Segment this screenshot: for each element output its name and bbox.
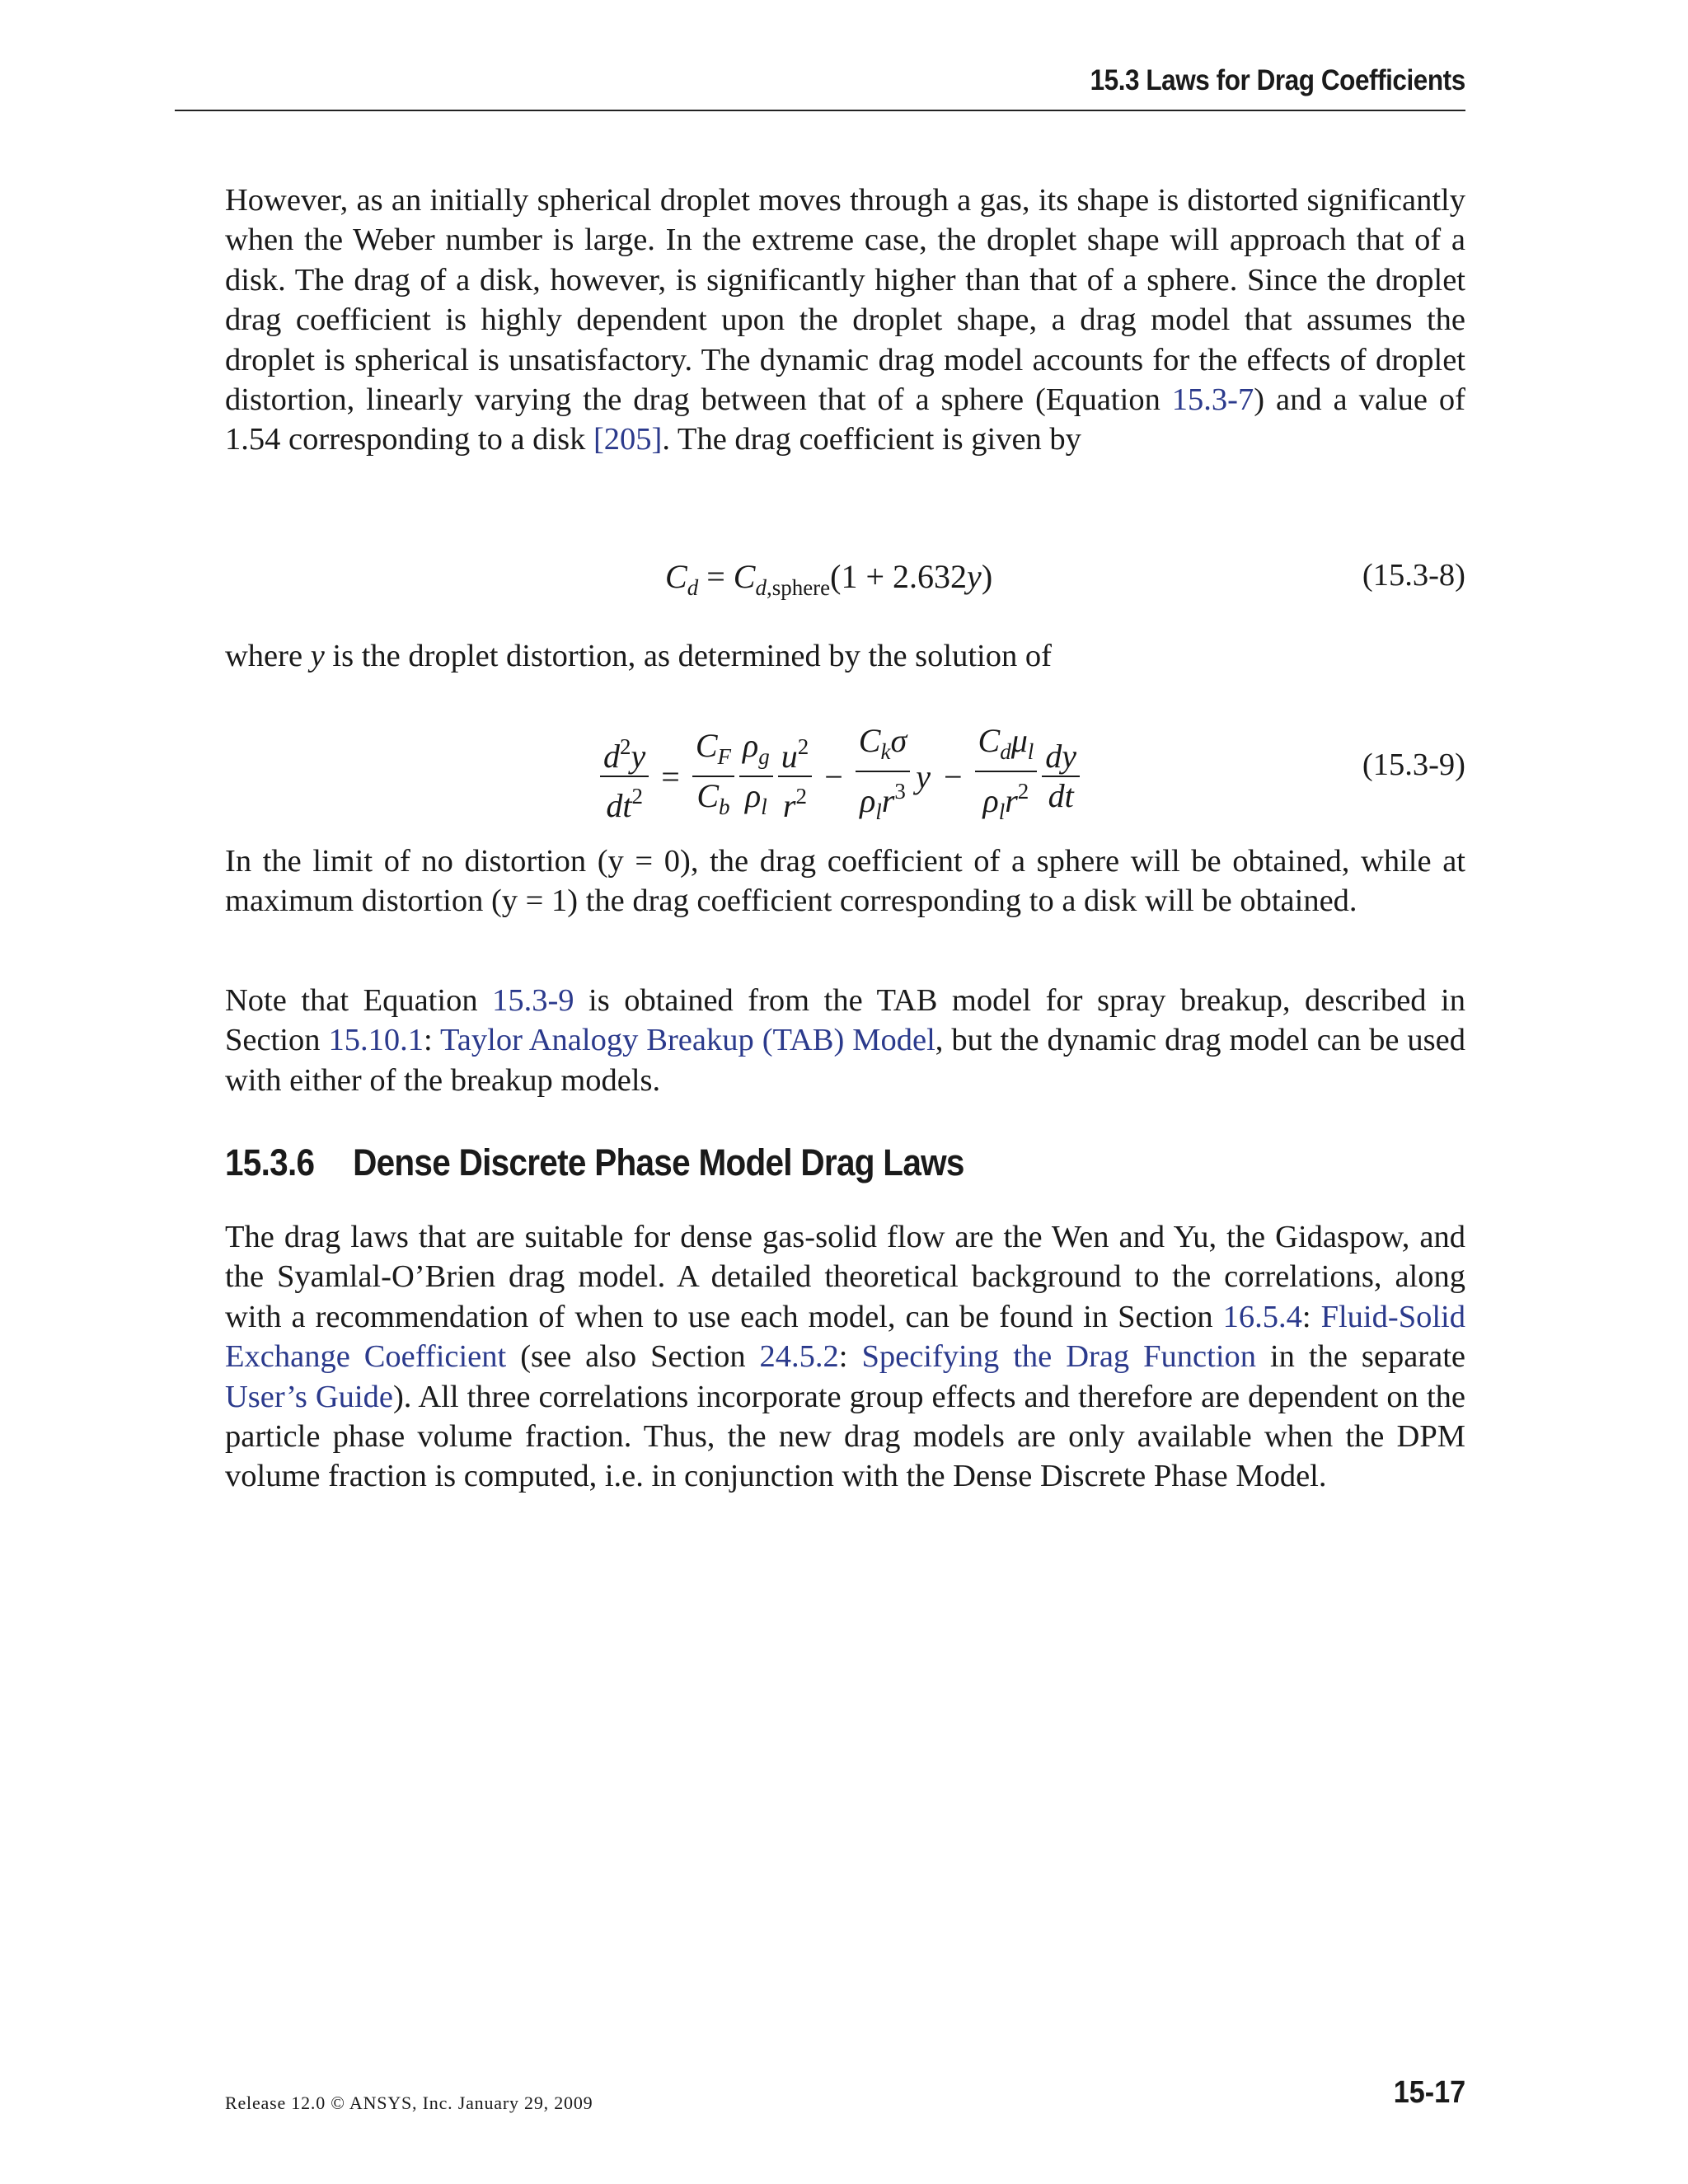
variable-y: y	[310, 639, 325, 673]
link-section-24-5-2[interactable]: 24.5.2	[759, 1339, 839, 1375]
link-section-15-10-1[interactable]: 15.10.1	[328, 1023, 424, 1058]
page-number: 15-17	[1393, 2075, 1465, 2110]
link-fluid-solid-exchange[interactable]: Fluid-Solid Exchange Coefficient	[225, 1299, 1465, 1375]
paragraph-text: :	[838, 1339, 862, 1375]
equation-15-3-8	[175, 557, 1465, 598]
running-header: 15.3 Laws for Drag Coefficients	[1090, 64, 1465, 96]
paragraph-text: where	[225, 639, 311, 673]
paragraph-tab-note	[225, 981, 1465, 1100]
paragraph-text: is obtained from the TAB model for spray breakup, described in Section	[225, 983, 1465, 1058]
header-rule	[175, 110, 1465, 111]
paragraph-distortion-definition	[225, 636, 1465, 676]
equation-drag-coefficient: $C_d = C_{d,sphere}(1 + 2.632y)$	[665, 558, 993, 600]
paragraph-text: :	[423, 1023, 440, 1058]
link-reference-205[interactable]: [205]	[593, 422, 663, 457]
paragraph-text: However, as an initially spherical droplet moves through a gas, its shape is distorted significantly when the Weber number is large. In the extreme case, the droplet shape will approach that of a disk. The drag of a disk, however, is significantly higher than that of a sphere. Since the droplet drag coefficient is highly dependent upon the droplet shape, a drag model that assumes the droplet is spherical is unsatisfactory. The dynamic drag model accounts for the effects of droplet distortion, linearly varying the drag between that of a sphere (Equation	[225, 183, 1465, 418]
equation-15-3-9	[175, 722, 1465, 824]
paragraph-dynamic-drag-intro	[225, 180, 1465, 460]
link-section-16-5-4[interactable]: 16.5.4	[1222, 1299, 1302, 1334]
equation-number: (15.3-9)	[1362, 748, 1465, 782]
link-equation-15-3-9[interactable]: 15.3-9	[492, 983, 574, 1018]
footer-release: Release 12.0 © ANSYS, Inc. January 29, 2009	[225, 2093, 593, 2113]
paragraph-text: is the droplet distortion, as determined by the solution of	[324, 639, 1052, 673]
link-users-guide[interactable]: User’s Guide	[225, 1379, 393, 1414]
section-heading	[225, 1141, 964, 1184]
paragraph-text: in the separate	[1256, 1339, 1465, 1375]
equation-number: (15.3-8)	[1362, 558, 1465, 593]
paragraph-distortion-limits	[225, 841, 1465, 921]
paragraph-text: ). All three correlations incorporate group effects and therefore are dependent on the particle phase volume fraction. Thus, the new drag models are only available when the DPM volume fraction is computed, i.e. in conjunction with the Dense Discrete Phase Model.	[225, 1379, 1465, 1494]
paragraph-text: ) and a value of 1.54 corresponding to a disk	[225, 382, 1465, 457]
paragraph-text: Note that Equation	[225, 983, 493, 1018]
link-equation-15-3-7[interactable]: 15.3-7	[1171, 382, 1254, 418]
link-specifying-drag-function[interactable]: Specifying the Drag Function	[861, 1339, 1257, 1375]
paragraph-text: :	[1301, 1299, 1321, 1334]
paragraph-text: , but the dynamic drag model can be used with either of the breakup models.	[225, 1023, 1465, 1098]
paragraph-text: The drag laws that are suitable for dense gas-solid flow are the Wen and Yu, the Gidaspow, and the Syamlal-O’Brien drag model. A detailed theoretical background to the correlations, along with a recommendation of when to use each model, can be found in Section	[225, 1220, 1465, 1334]
section-title: Dense Discrete Phase Model Drag Laws	[353, 1141, 964, 1183]
paragraph-text: (see also Section	[506, 1339, 760, 1375]
paragraph-dense-drag-laws	[225, 1217, 1465, 1497]
paragraph-text: In the limit of no distortion (y = 0), the drag coefficient of a sphere will be obtained, while at maximum distortion (y = 1) the drag coefficient corresponding to a disk will be obtained.	[225, 844, 1465, 919]
section-number: 15.3.6	[225, 1141, 315, 1183]
link-tab-model[interactable]: Taylor Analogy Breakup (TAB) Model	[439, 1023, 935, 1058]
equation-distortion-ode: $\frac{d^2y}{dt^2}$ = $\frac{C_F}{C_b}$ $\frac{\rho_g}{\rho_l}$ $\frac{u^2}{r^2}$ − $\frac{C_k\sigma}{\rho_lr^3}$ y − $\frac{C_d\mu_l}{\rho_lr^2}$ $\frac{dy}{dt}$	[598, 722, 1082, 831]
paragraph-text: . The drag coefficient is given by	[662, 422, 1081, 457]
